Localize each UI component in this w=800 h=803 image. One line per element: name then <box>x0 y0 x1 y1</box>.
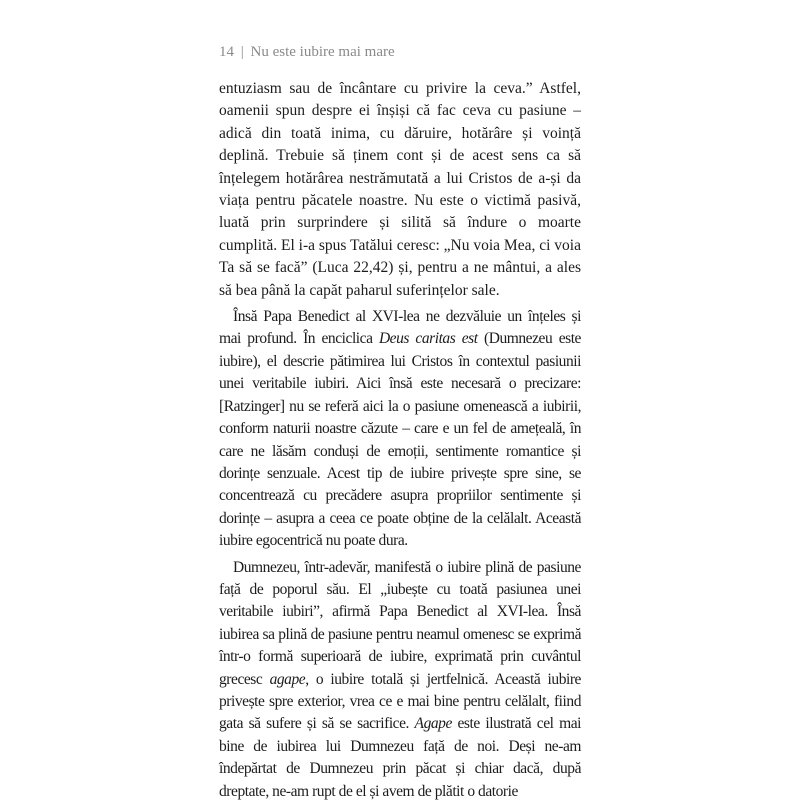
encyclical-title: Deus caritas est <box>378 330 478 348</box>
term-agape-capitalized: Agape <box>414 715 452 733</box>
page-number: 14 <box>219 44 234 60</box>
paragraph-3-text-1: Dumnezeu, într-adevăr, manifestă o iubire plină de pasiune față de poporul său. El „iubește cu toată pasiunea unei veritabile iubiri”, afirmă Papa Benedict al XVI-lea. Însă iubirea sa plină de pasiune pentru neamul omenesc se exprimă într-o formă superioară de iubire, exprimată prin cuvântul grecesc <box>219 558 581 688</box>
paragraph-2-text-2: (Dumnezeu este iubire), el descrie pătimirea lui Cristos în contextul pasiunii unei veritabile iubiri. Aici însă este necesară o precizare: [Ratzinger] nu se referă aici la o pasiune omenească a iubirii, conform naturii noastre căzute – care e un fel de amețeală, în care ne lăsăm conduși de emoții, sentimente romantice și dorințe senzuale. Acest tip de iubire privește spre sine, se concentrează cu precădere asupra propriilor sentimente și dorințe – asupra a ceea ce poate obține de la celălalt. Această iubire egocentrică nu poate dura. <box>219 330 581 550</box>
paragraph-1-text: entuziasm sau de încântare cu privire la ceva.” Astfel, oamenii spun despre ei înșiși că fac ceva cu pasiune – adică din toată inima, cu dăruire, hotărâre și voință deplină. Trebuie să ținem cont și de acest sens ca să înțelegem hotărârea nestrămutată a lui Cristos de a-și da viața pentru păcatele noastre. Nu este o victimă pasivă, luată prin surprindere și silită să îndure o moarte cumplită. El i-a spus Tatălui ceresc: „Nu voia Mea, ci voia Ta să se facă” (Luca 22,42) și, pentru a ne mântui, a ales să bea până la capăt paharul suferințelor sale. <box>219 80 581 299</box>
chapter-title: Nu este iubire mai mare <box>250 44 395 60</box>
paragraph-3 <box>219 557 581 803</box>
header-separator: | <box>240 44 244 60</box>
paragraph-2-text-1: Însă Papa Benedict al XVI-lea ne dezvăluie un înțeles și mai profund. În enciclica <box>219 308 581 348</box>
paragraph-3-text-3: este ilustrată cel mai bine de iubirea lui Dumnezeu față de noi. Deși ne-am îndepărtat de Dumnezeu prin păcat și chiar dacă, după dreptate, ne-am rupt de el și avem de plătit o datorie <box>219 715 581 800</box>
body-text <box>219 78 581 803</box>
running-header <box>219 44 395 61</box>
term-agape: agape <box>269 670 306 688</box>
paragraph-3-text-2: , o iubire totală și jertfelnică. Această iubire privește spre exterior, vrea ce e mai bine pentru celălalt, fiind gata să sufere și să se sacrifice. <box>219 670 581 733</box>
paragraph-2 <box>219 306 581 552</box>
paragraph-1 <box>219 78 581 302</box>
